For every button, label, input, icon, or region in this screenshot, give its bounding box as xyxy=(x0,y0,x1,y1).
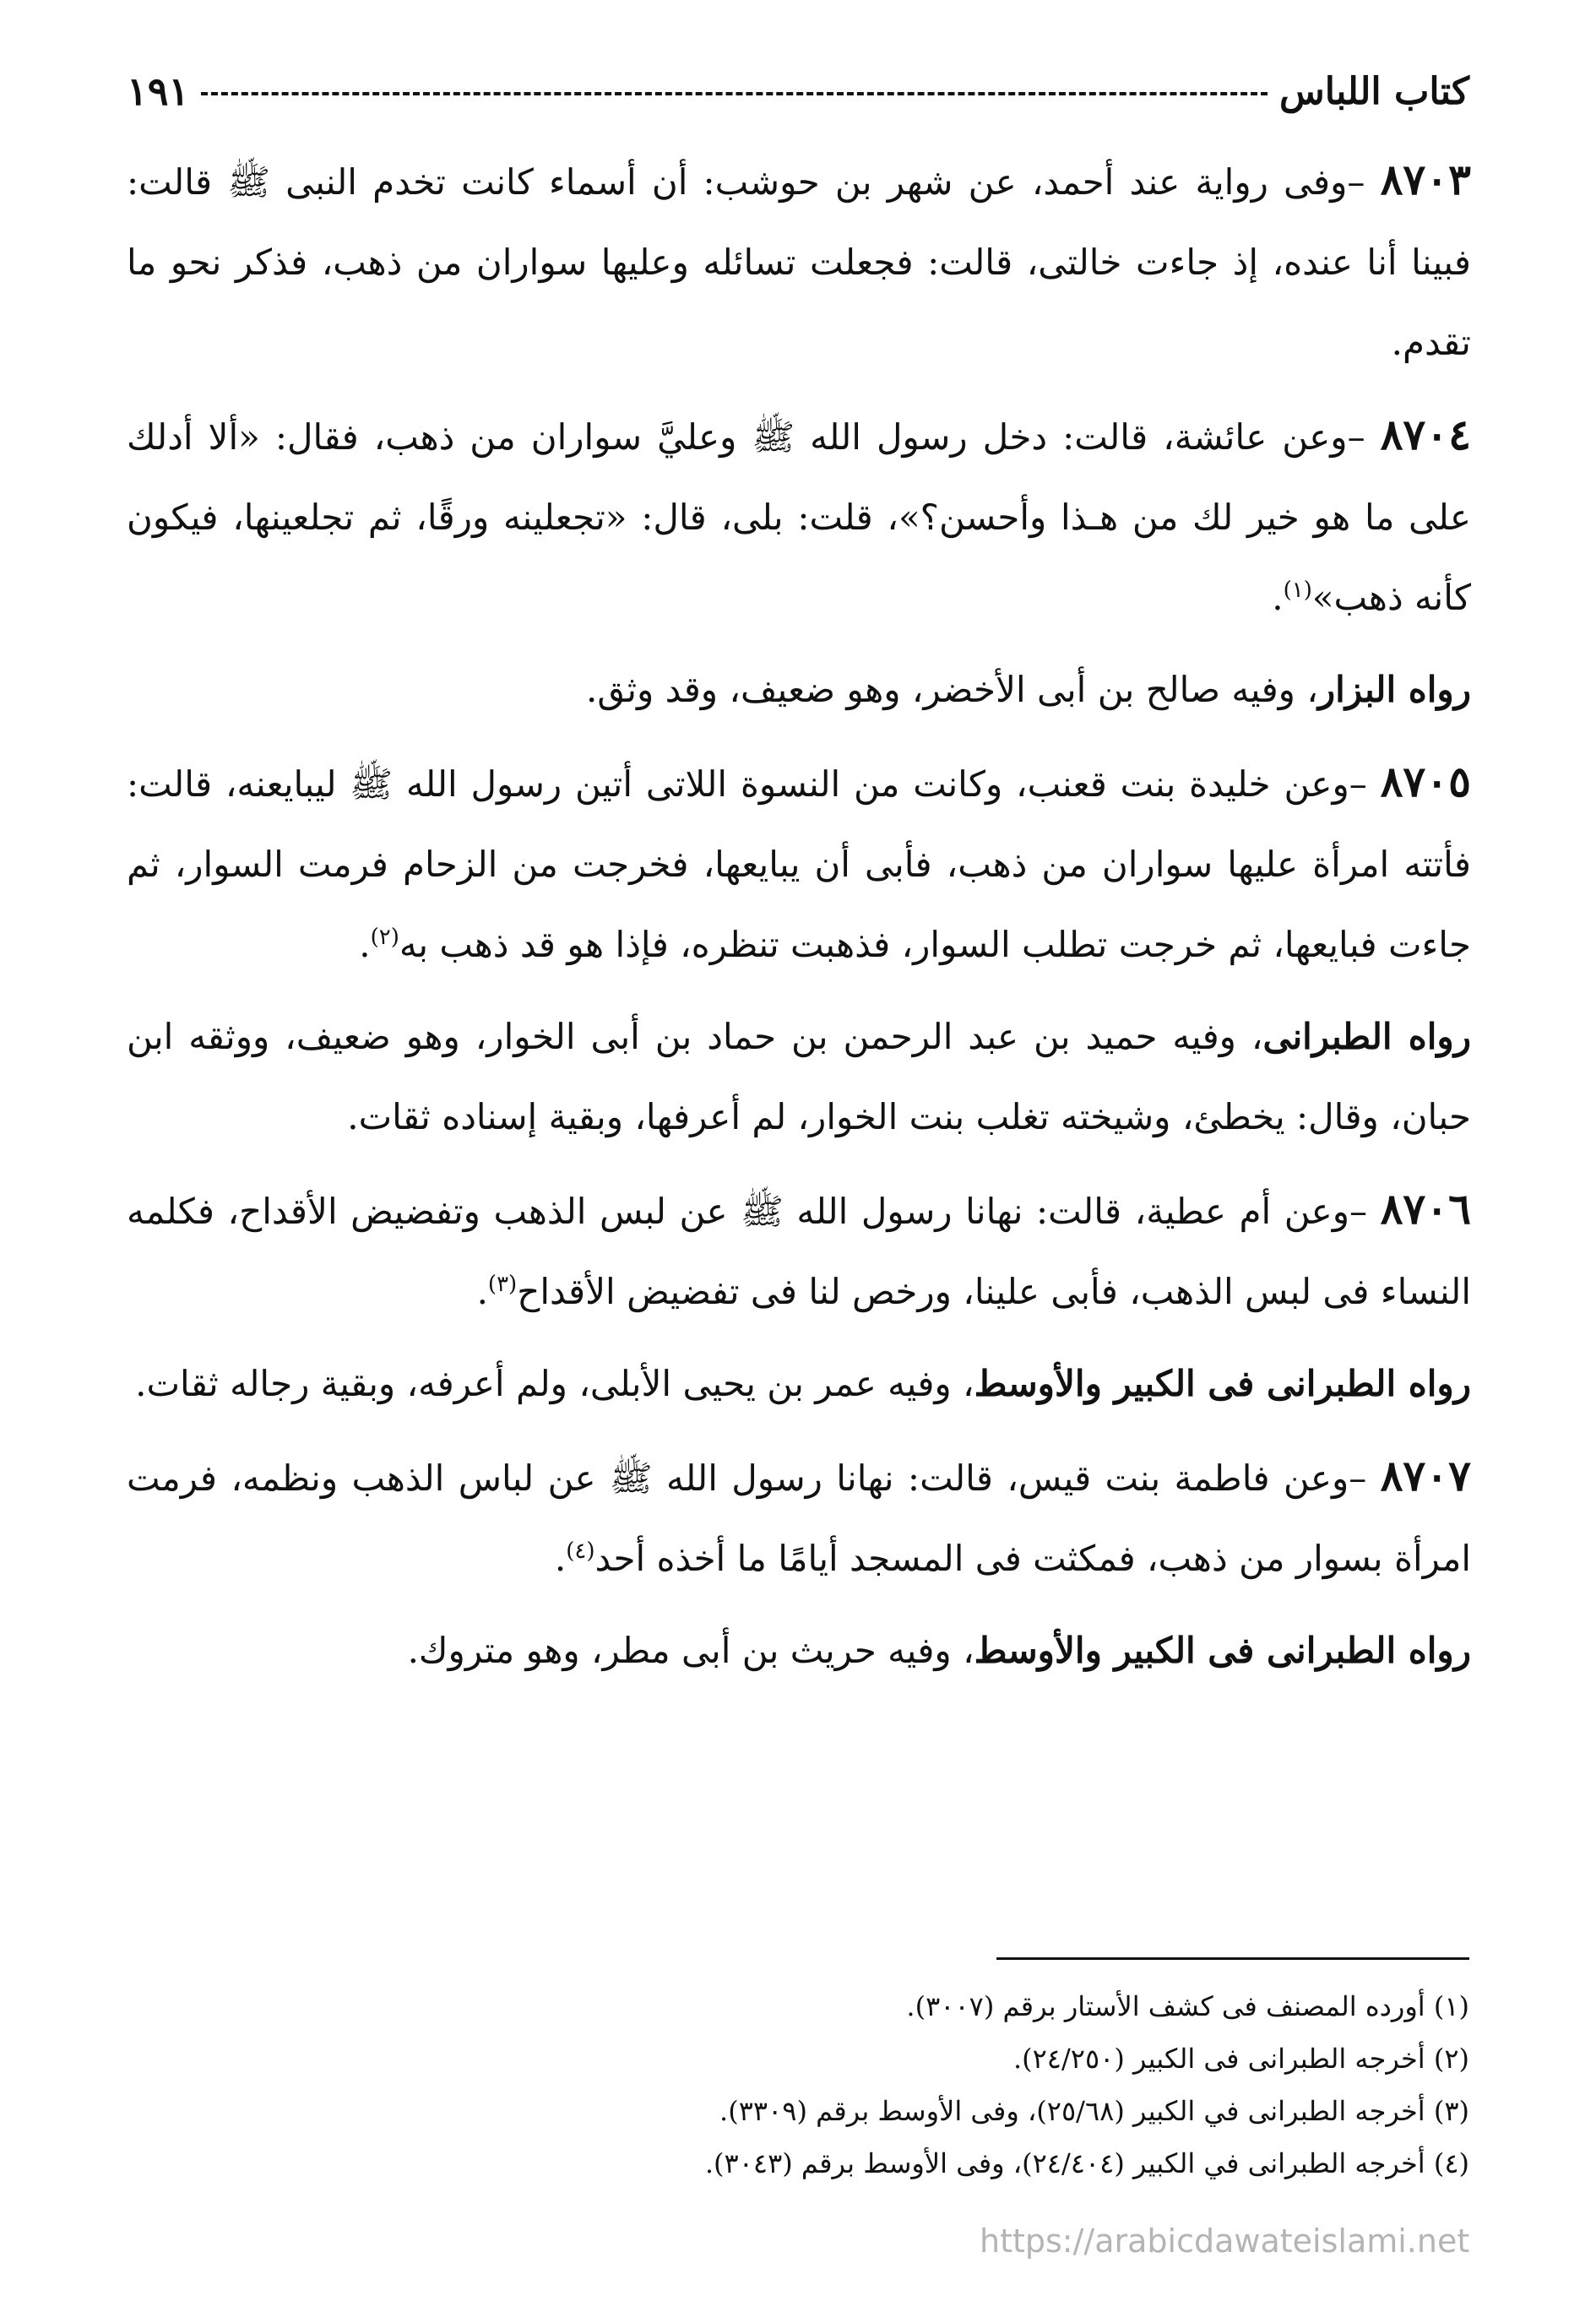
footnote-2: (٢) أخرجه الطبرانى فى الكبير (٢٤/٢٥٠). xyxy=(1012,2043,1469,2075)
footnote-4: (٤) أخرجه الطبرانى في الكبير (٢٤/٤٠٤)، وفى الأوسط برقم (٣٠٤٣). xyxy=(704,2147,1469,2179)
footnote-1: (١) أورده المصنف فى كشف الأستار برقم (٣٠٠٧). xyxy=(906,1990,1469,2022)
running-header xyxy=(127,66,1469,117)
narrator-source: رواه الطبرانى فى الكبير والأوسط xyxy=(974,1363,1471,1404)
sentence-end: . xyxy=(1272,577,1284,618)
footnote-separator xyxy=(996,1957,1469,1960)
page-number: ١٩١ xyxy=(127,68,190,114)
footnote-marker[interactable]: (٤) xyxy=(566,1539,595,1564)
footnotes xyxy=(127,1980,1469,2190)
hadith-number: ٨٧٠٣ xyxy=(1380,155,1471,204)
narration-note xyxy=(127,1610,1471,1690)
hadith-text: –وعن فاطمة بنت قيس، قالت: نهانا رسول الله ﷺ عن لباس الذهب ونظمه، فرمت امرأة بسوار من ذهب، فمكثت فى المسجد أيامًا ما أخذه أحد xyxy=(127,1457,1471,1579)
narration-note xyxy=(127,996,1471,1157)
sentence-end: . xyxy=(476,1271,488,1312)
hadith-number: ٨٧٠٧ xyxy=(1380,1451,1471,1501)
hadith-text: –وعن عائشة، قالت: دخل رسول الله ﷺ وعليَّ سواران من ذهب، فقال: «ألا أدلك على ما هو خير لك من هـذا وأحسن؟»، قلت: بلى، قال: «تجعلينه ورقًا، ثم تجلعينها، فيكون كأنه ذهب» xyxy=(127,416,1471,618)
narrator-source: رواه البزار xyxy=(1317,669,1471,710)
sentence-end: . xyxy=(554,1538,567,1579)
hadith-8704 xyxy=(127,394,1471,638)
narrator-source: رواه الطبرانى فى الكبير والأوسط xyxy=(974,1630,1471,1671)
narrator-source: رواه الطبرانى xyxy=(1262,1016,1471,1057)
footnote-marker[interactable]: (٣) xyxy=(487,1272,518,1297)
main-text xyxy=(127,139,1471,1702)
narration-comment: ، وفيه حميد بن عبد الرحمن بن حماد بن أبى الخوار، وهو ضعيف، ووثقه ابن حبان، وقال: يخطئ، وشيخته تغلب بنت الخوار، لم أعرفها، وبقية إسناده ثقات. xyxy=(127,1016,1471,1137)
hadith-8705 xyxy=(127,741,1471,985)
narration-note xyxy=(127,1343,1471,1424)
footnote-3: (٣) أخرجه الطبرانى في الكبير (٢٥/٦٨)، وفى الأوسط برقم (٣٣٠٩). xyxy=(719,2095,1469,2127)
hadith-text: –وفى رواية عند أحمد، عن شهر بن حوشب: أن أسماء كانت تخدم النبى ﷺ قالت: فبينا أنا عنده، إذ جاءت خالتى، قالت: فجعلت تسائله وعليها سواران من ذهب، فذكر نحو ما تقدم. xyxy=(127,161,1471,363)
hadith-number: ٨٧٠٥ xyxy=(1380,757,1471,806)
hadith-text: –وعن خليدة بنت قعنب، وكانت من النسوة اللاتى أتين رسول الله ﷺ ليبايعنه، قالت: فأتته امرأة عليها سواران من ذهب، فأبى أن يبايعها، فخرجت من الزحام فرمت السوار، ثم جاءت فبايعها، ثم خرجت تطلب السوار، فذهبت تنظره، فإذا هو قد ذهب به xyxy=(127,763,1471,965)
hadith-text: –وعن أم عطية، قالت: نهانا رسول الله ﷺ عن لبس الذهب وتفضيض الأقداح، فكلمه النساء فى لبس الذهب، فأبى علينا، ورخص لنا فى تفضيض الأقداح xyxy=(127,1191,1471,1312)
hadith-8707 xyxy=(127,1435,1471,1598)
narration-note xyxy=(127,649,1471,730)
footnote-marker[interactable]: (١) xyxy=(1283,578,1312,603)
hadith-8706 xyxy=(127,1169,1471,1332)
footnote-marker[interactable]: (٢) xyxy=(370,925,399,950)
narration-comment: ، وفيه حريث بن أبى مطر، وهو متروك. xyxy=(407,1630,974,1671)
chapter-title: كتاب اللباس xyxy=(1279,69,1469,113)
hadith-number: ٨٧٠٤ xyxy=(1380,410,1471,459)
header-dashed-rule xyxy=(201,92,1268,95)
narration-comment: ، وفيه عمر بن يحيى الأبلى، ولم أعرفه، وبقية رجاله ثقات. xyxy=(135,1363,974,1404)
hadith-number: ٨٧٠٦ xyxy=(1380,1184,1471,1234)
sentence-end: . xyxy=(359,924,371,965)
site-watermark: https://arabicdawateislami.net xyxy=(980,2222,1470,2260)
hadith-8703 xyxy=(127,139,1471,383)
narration-comment: ، وفيه صالح بن أبى الأخضر، وهو ضعيف، وقد وثق. xyxy=(585,669,1318,710)
